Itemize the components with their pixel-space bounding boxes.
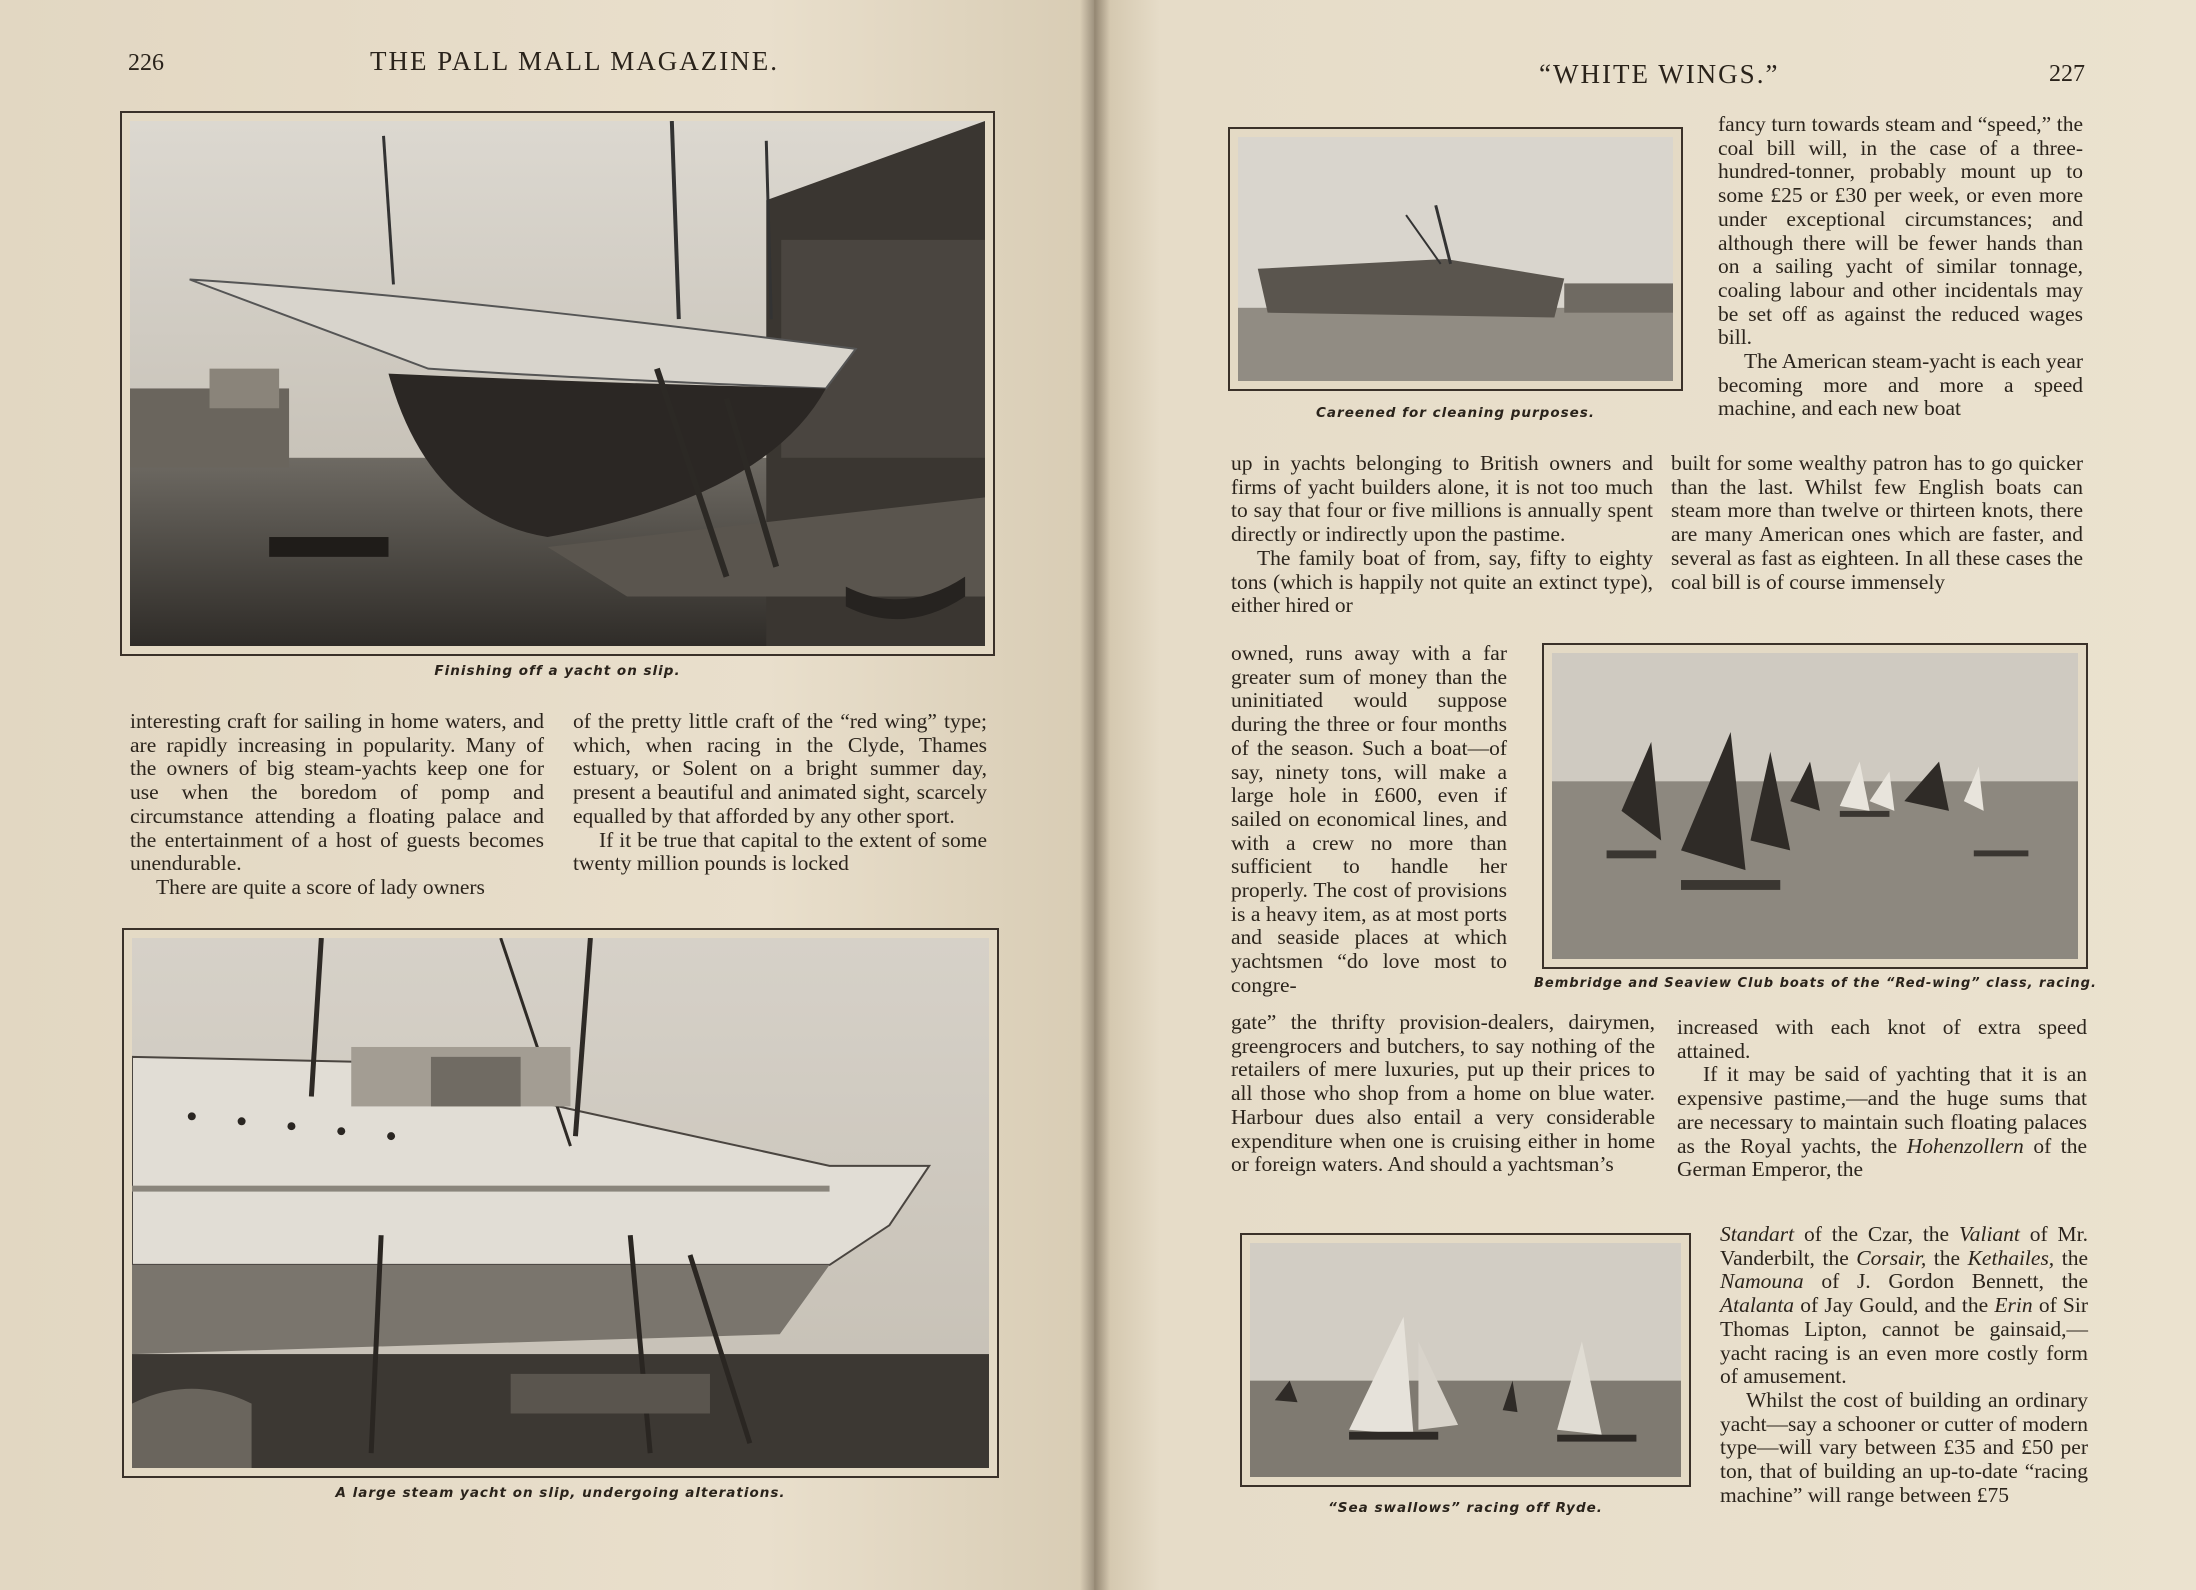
para2-text-a: If it may be said of yachting that it is an expensive pastime,—and the huge sums that are necessary to maintain such floating palaces as the Royal yachts, the bbox=[1677, 1062, 2087, 1158]
american-column bbox=[1671, 452, 2083, 594]
figure-steam-yacht bbox=[122, 928, 999, 1478]
lower-left-text: gate” the thrifty provision-dealers, dairymen, greengrocers and butchers, to say nothing of the retailers of mere luxuries, put up their prices to all those who shop from a home on blue water. Harbour dues also entail a very considerable expenditure when one is cruising either in home or foreign waters. And should a yachtsman’s bbox=[1231, 1010, 1655, 1177]
lower-right-para3: Whilst the cost of building an ordinary yacht—say a schooner or cutter of modern type—will vary between £35 and £50 per ton, that of building an up-to-date “racing machine” will range between £75 bbox=[1720, 1387, 2088, 1507]
page-number-left: 226 bbox=[128, 50, 164, 76]
yachts-list bbox=[1720, 1223, 2088, 1389]
para2-text-b: of the German Emperor, the bbox=[1677, 1133, 2088, 1182]
left-column-1 bbox=[130, 710, 544, 900]
t-of-gordon: of J. Gordon Bennett, the bbox=[1821, 1269, 2088, 1294]
figure-sea-swallows bbox=[1240, 1233, 1691, 1487]
t-of-gould: of Jay Gould, and the bbox=[1800, 1293, 1989, 1318]
yacht-standart: Standart bbox=[1720, 1222, 1795, 1246]
page-number-right: 227 bbox=[2049, 61, 2085, 87]
top-right-text: fancy turn towards steam and “speed,” the coal bill will, in the case of a three-hundred-tonner, probably mount up to some £25 or £30 per week, or even more under exceptional circumstances; and although there will be fewer hands than on a sailing yacht of similar tonnage, coaling labour and other incidentals may be set off as against the reduced wages bill. bbox=[1718, 112, 2083, 350]
lower-left-column bbox=[1231, 1011, 1655, 1177]
t-of-vanderbilt: of Mr. Vanderbilt, the bbox=[1720, 1222, 2089, 1270]
yacht-atalanta: Atalanta bbox=[1720, 1293, 1795, 1318]
t-the: the bbox=[1933, 1245, 1961, 1270]
figure-red-wing-racing bbox=[1542, 643, 2088, 969]
figure-yacht-on-slip bbox=[120, 111, 995, 656]
american-para-top: The American steam-yacht is each year becoming more and more a speed machine, and each new boat bbox=[1718, 349, 2083, 421]
caption-figure4: Bembridge and Seaview Club boats of the “Red-wing” class, racing. bbox=[1534, 976, 2097, 991]
photo-yacht-on-slip bbox=[130, 121, 985, 646]
t-of-lipton: of Sir Thomas Lipton, cannot be gainsaid,—yacht racing is an even more costly form of amusement. bbox=[1720, 1293, 2089, 1389]
lower-right-column bbox=[1677, 1016, 2087, 1182]
left-col1-para1: interesting craft for sailing in home waters, and are rapidly increasing in popularity. Many of the owners of big steam-yachts keep one for use when the boredom of pomp and circumstance attending a floating palace and the entertainment of a host of guests becomes unendurable. bbox=[130, 709, 544, 876]
left-col2-para2: If it be true that capital to the extent of some twenty million pounds is locked bbox=[573, 827, 987, 876]
american-para-rest: built for some wealthy patron has to go quicker than the last. Whilst few English boats can steam more than twelve or thirteen knots, there are many American ones which are faster, and several as fast as eighteen. In all these cases the coal bill is of course immensely bbox=[1671, 451, 2083, 594]
t-the-2: the bbox=[2061, 1245, 2089, 1270]
top-right-column bbox=[1718, 113, 2083, 421]
photo-sea-swallows bbox=[1250, 1243, 1681, 1477]
caption-figure2: A large steam yacht on slip, undergoing alterations. bbox=[335, 1485, 786, 1501]
left-page bbox=[0, 0, 1094, 1590]
yacht-kethailes: Kethailes, bbox=[1967, 1245, 2055, 1270]
narrow-text: owned, runs away with a far greater sum of money than the uninitiated would suppose during the three or four months of the season. Such a boat—of say, ninety tons, will make a large hole in £600, even if sailed on economical lines, and with a crew no more than sufficient to handle her properly. The cost of provisions is a heavy item, as at most ports and seaside places at which yachtsmen “do love most to congre- bbox=[1231, 641, 1507, 997]
caption-figure3: Careened for cleaning purposes. bbox=[1316, 405, 1595, 421]
yacht-namouna: Namouna bbox=[1720, 1269, 1804, 1294]
left-col1-para2: There are quite a score of lady owners bbox=[156, 874, 485, 899]
yacht-corsair: Corsair, bbox=[1856, 1245, 1927, 1270]
right-page bbox=[1094, 0, 2196, 1590]
left-column-2 bbox=[573, 710, 987, 876]
photo-steam-yacht bbox=[132, 938, 989, 1468]
running-head-right: “WHITE WINGS.” bbox=[1539, 59, 1780, 89]
narrow-column bbox=[1231, 642, 1507, 998]
caption-figure5: “Sea swallows” racing off Ryde. bbox=[1328, 1500, 1603, 1516]
yacht-erin: Erin bbox=[1994, 1293, 2033, 1318]
lower-right-para2 bbox=[1677, 1063, 2087, 1182]
caption-figure1: Finishing off a yacht on slip. bbox=[434, 663, 681, 679]
right-left-para2: The family boat of from, say, fifty to eighty tons (which is happily not quite an extinct type), either hired or bbox=[1231, 545, 1653, 618]
yachts-list-column bbox=[1720, 1223, 2088, 1507]
book-gutter bbox=[1080, 0, 1110, 1590]
figure-careened bbox=[1228, 127, 1683, 391]
photo-careened bbox=[1238, 137, 1673, 381]
running-head-left: THE PALL MALL MAGAZINE. bbox=[370, 46, 779, 76]
right-left-para1: up in yachts belonging to British owners and firms of yacht builders alone, it is not too much to say that four or five millions is annually spent directly or indirectly upon the pastime. bbox=[1231, 451, 1653, 547]
yacht-hohenzollern: Hohenzollern bbox=[1906, 1133, 2024, 1158]
yacht-valiant: Valiant bbox=[1958, 1222, 2020, 1246]
t-of-czar: of the Czar, the bbox=[1803, 1222, 1950, 1246]
photo-red-wing-racing bbox=[1552, 653, 2078, 959]
right-left-column bbox=[1231, 452, 1653, 618]
left-col2-para1: of the pretty little craft of the “red wing” type; which, when racing in the Clyde, Thames estuary, or Solent on a bright summer day, present a beautiful and animated sight, scarcely equalled by that afforded by any other sport. bbox=[573, 709, 987, 828]
lower-right-para1: increased with each knot of extra speed attained. bbox=[1677, 1015, 2087, 1063]
